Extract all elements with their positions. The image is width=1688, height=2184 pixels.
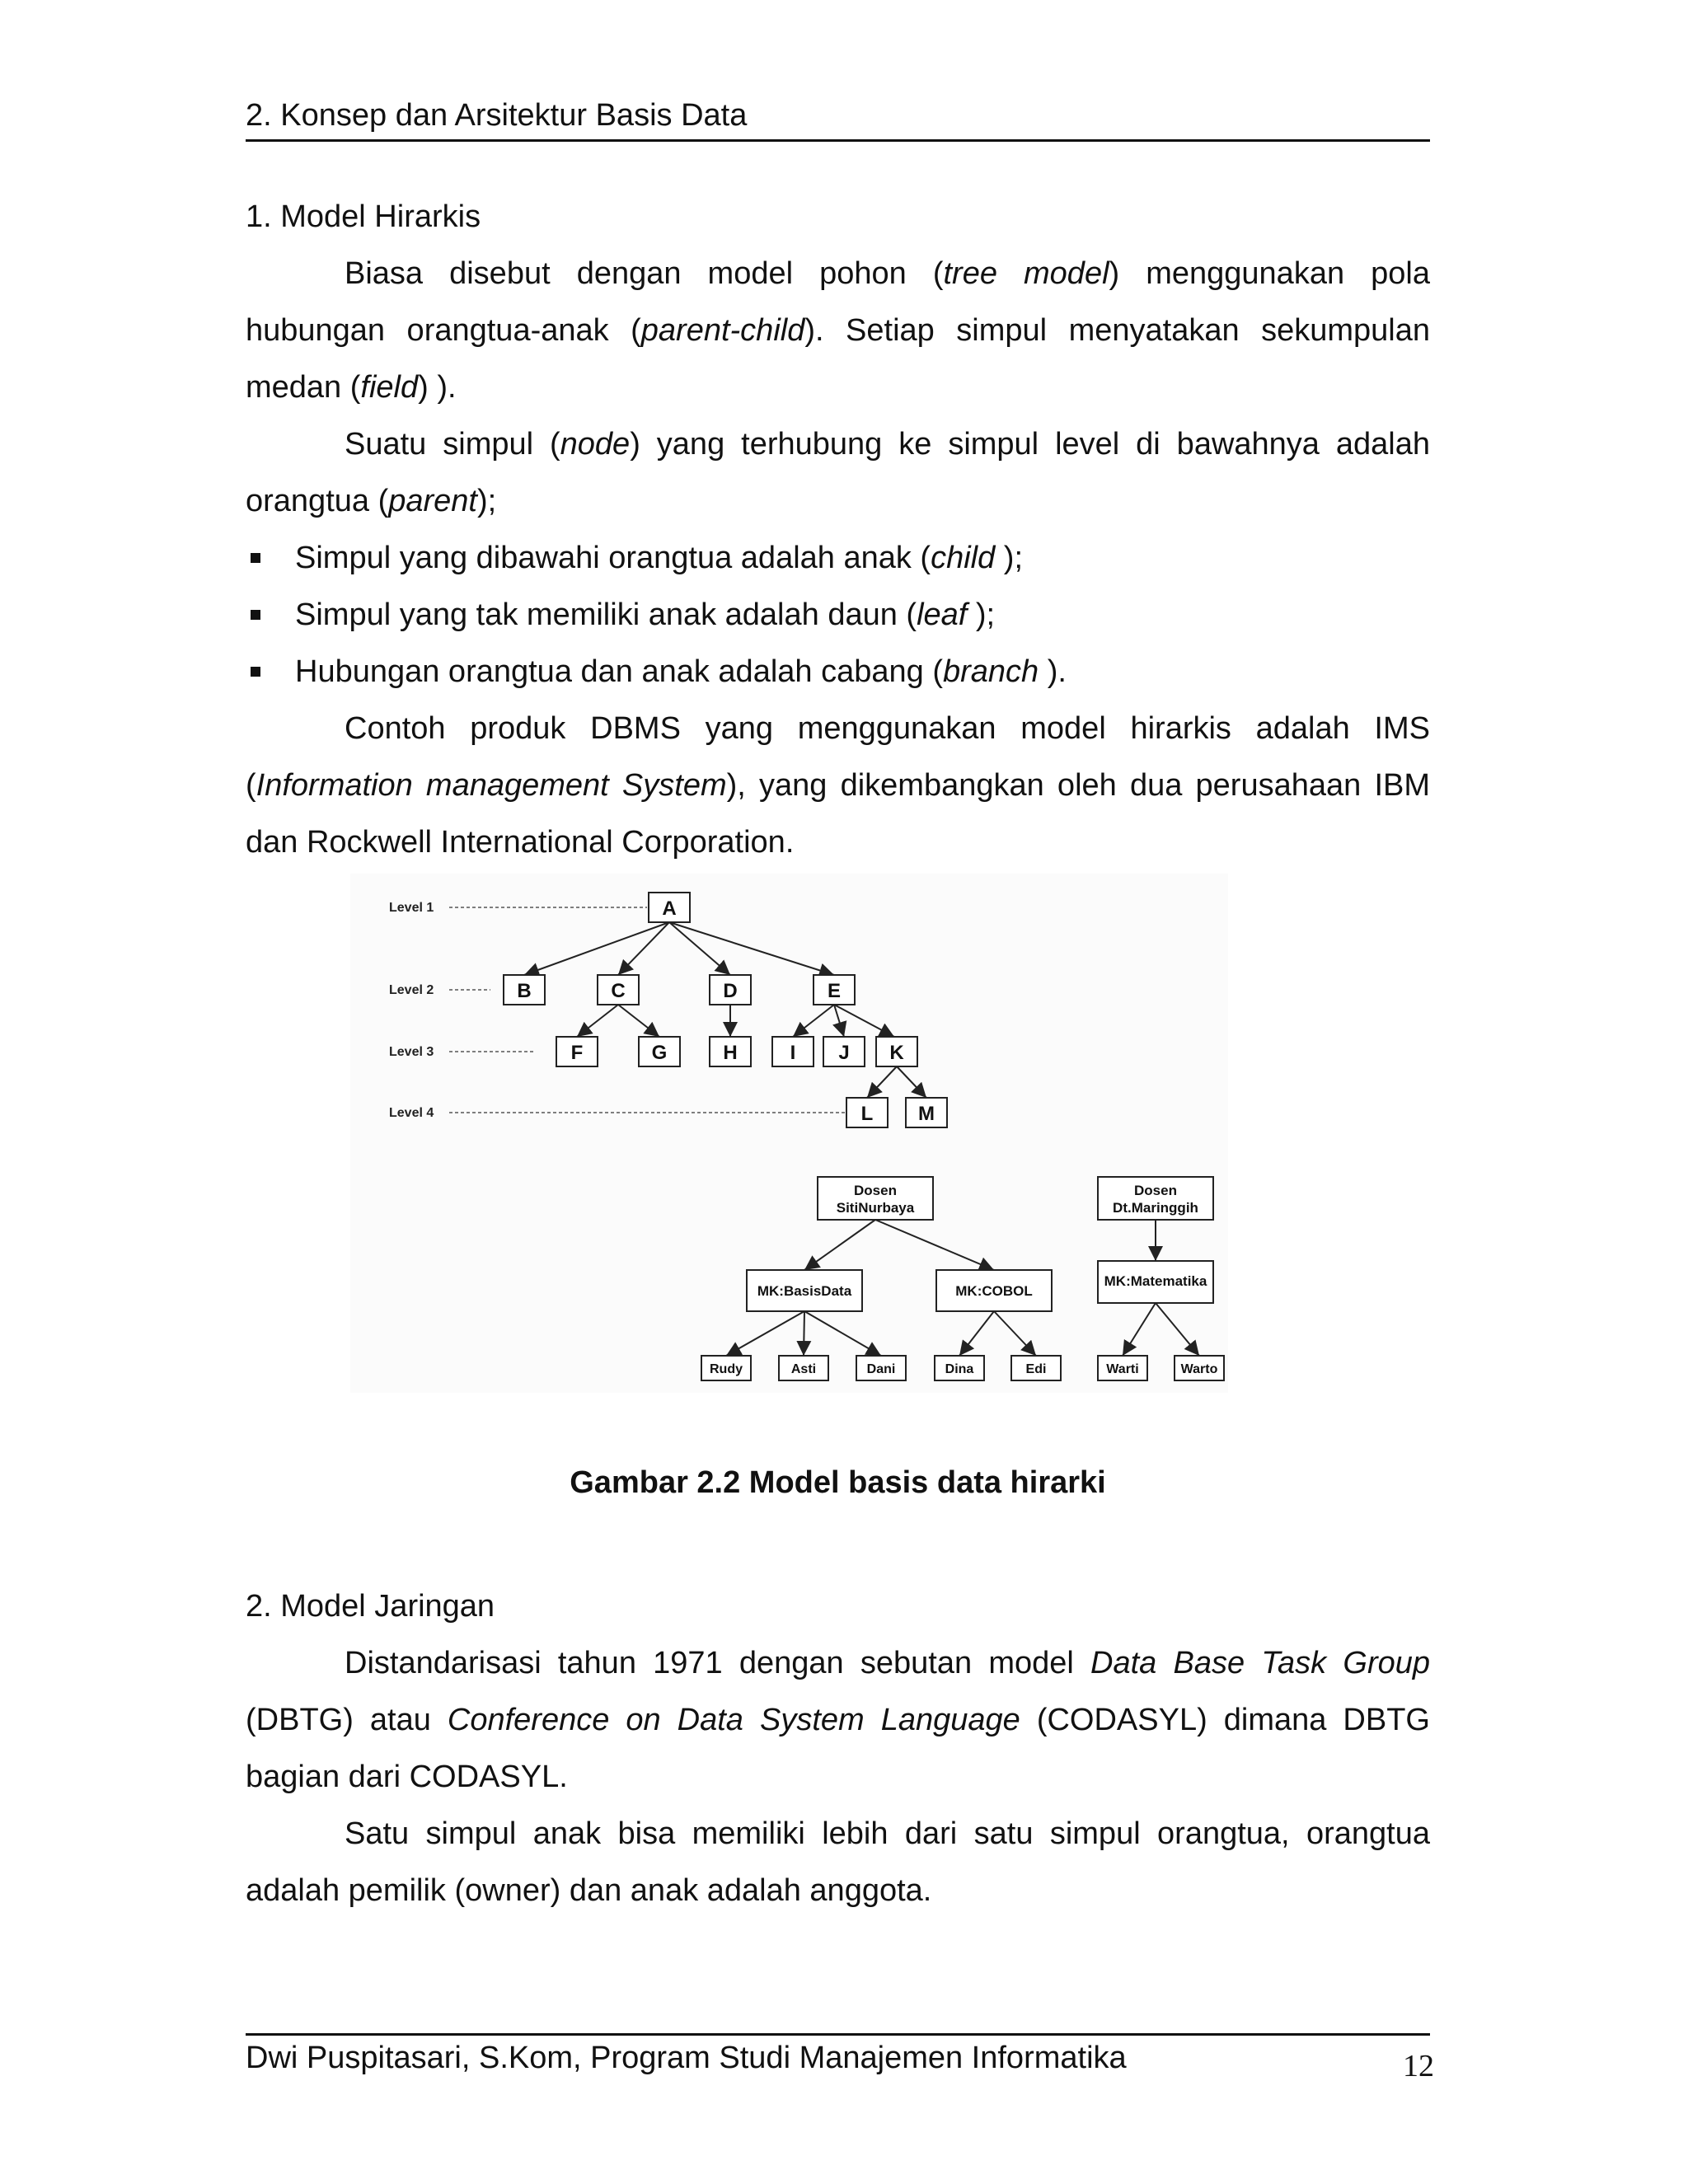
page-header-title: 2. Konsep dan Arsitektur Basis Data bbox=[246, 98, 748, 133]
footer-rule bbox=[246, 2033, 1430, 2036]
dosen-name: SitiNurbaya bbox=[836, 1200, 915, 1216]
paragraph: Distandarisasi tahun 1971 dengan sebutan model Data Base Task Group (DBTG) atau Conference on Data System Language (CODASYL) dimana DBTG bagian dari CODASYL. bbox=[246, 1646, 1430, 1794]
student-label: Dina bbox=[945, 1362, 974, 1376]
student-label: Edi bbox=[1025, 1362, 1047, 1376]
tree-node-label: B bbox=[517, 980, 532, 1002]
level-label: Level 4 bbox=[389, 1106, 434, 1120]
tree-node-label: A bbox=[662, 898, 677, 920]
student-label: Warti bbox=[1106, 1362, 1139, 1376]
course-label: MK:BasisData bbox=[757, 1283, 852, 1299]
student-label: Asti bbox=[790, 1362, 817, 1376]
level-label: Level 1 bbox=[389, 901, 434, 915]
tree-node-label: E bbox=[827, 980, 842, 1002]
list-item: Hubungan orangtua dan anak adalah cabang (branch ). bbox=[246, 644, 1430, 701]
student-label: Dani bbox=[866, 1362, 896, 1376]
tree-node-label: L bbox=[860, 1103, 874, 1125]
tree-node-label: G bbox=[651, 1042, 668, 1064]
footer-author: Dwi Puspitasari, S.Kom, Program Studi Manajemen Informatika bbox=[246, 2041, 1127, 2075]
student-label: Warto bbox=[1180, 1362, 1218, 1376]
tree-node-label: D bbox=[723, 980, 738, 1002]
tree-node-label: M bbox=[918, 1103, 935, 1125]
page-number: 12 bbox=[1403, 2049, 1434, 2083]
course-label: MK:COBOL bbox=[955, 1283, 1033, 1299]
student-label: Rudy bbox=[710, 1362, 743, 1376]
dosen-label: Dosen bbox=[1134, 1183, 1177, 1198]
dosen-name: Dt.Maringgih bbox=[1113, 1200, 1198, 1216]
section-heading: 2. Model Jaringan bbox=[246, 1589, 495, 1624]
tree-node-label: J bbox=[838, 1042, 850, 1064]
tree-node-label: H bbox=[723, 1042, 738, 1064]
level-label: Level 2 bbox=[389, 983, 434, 997]
figure-caption: Gambar 2.2 Model basis data hirarki bbox=[570, 1465, 1106, 1500]
tree-node-label: I bbox=[790, 1042, 796, 1064]
paragraph: Satu simpul anak bisa memiliki lebih dari satu simpul orangtua, orangtua adalah pemilik (owner) dan anak adalah anggota. bbox=[246, 1816, 1430, 1908]
tree-node-label: K bbox=[889, 1042, 904, 1064]
paragraph: Suatu simpul (node) yang terhubung ke simpul level di bawahnya adalah orangtua (parent); bbox=[246, 427, 1430, 518]
figure-background bbox=[350, 874, 1228, 1393]
dosen-label: Dosen bbox=[854, 1183, 897, 1198]
list-item: Simpul yang tak memiliki anak adalah daun (leaf ); bbox=[246, 587, 1430, 644]
list-item: Simpul yang dibawahi orangtua adalah anak (child ); bbox=[246, 530, 1430, 587]
level-label: Level 3 bbox=[389, 1045, 434, 1059]
section-heading: 1. Model Hirarkis bbox=[246, 199, 481, 234]
paragraph: Biasa disebut dengan model pohon (tree model) menggunakan pola hubungan orangtua-anak (parent-child). Setiap simpul menyatakan sekumpulan medan (field) ). bbox=[246, 256, 1430, 405]
tree-node-label: F bbox=[570, 1042, 584, 1064]
course-label: MK:Matematika bbox=[1104, 1273, 1207, 1289]
section-model-jaringan bbox=[246, 1578, 1430, 1919]
paragraph: Contoh produk DBMS yang menggunakan model hirarkis adalah IMS (Information management System), yang dikembangkan oleh dua perusahaan IBM dan Rockwell International Corporation. bbox=[246, 711, 1431, 860]
tree-node-label: C bbox=[611, 980, 626, 1002]
